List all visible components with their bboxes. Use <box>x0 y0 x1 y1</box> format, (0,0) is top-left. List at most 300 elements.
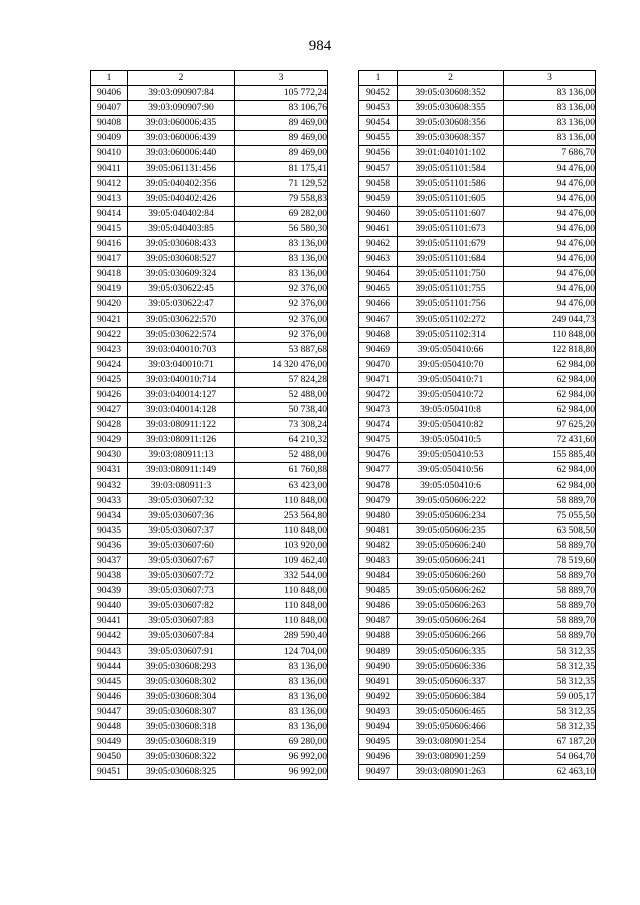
table-row <box>91 735 328 750</box>
table-row <box>359 463 596 478</box>
value-cell: 62 984,00 <box>504 372 596 387</box>
row-number-cell: 90430 <box>91 448 128 463</box>
value-cell: 83 136,00 <box>235 720 328 735</box>
table-row <box>359 720 596 735</box>
value-cell: 59 005,17 <box>504 689 596 704</box>
cadastral-number-cell: 39:05:051101:607 <box>398 206 504 221</box>
table-row <box>359 282 596 297</box>
cadastral-number-cell: 39:05:050606:222 <box>398 493 504 508</box>
table-row <box>359 538 596 553</box>
value-cell: 62 984,00 <box>504 403 596 418</box>
cadastral-number-cell: 39:05:050606:466 <box>398 720 504 735</box>
table-row <box>91 146 328 161</box>
table-row <box>359 86 596 101</box>
table-row <box>359 403 596 418</box>
value-cell: 53 887,68 <box>235 342 328 357</box>
row-number-cell: 90478 <box>359 478 398 493</box>
table-row <box>91 206 328 221</box>
value-cell: 94 476,00 <box>504 176 596 191</box>
cadastral-number-cell: 39:05:030622:570 <box>128 312 235 327</box>
cadastral-number-cell: 39:05:050606:240 <box>398 538 504 553</box>
row-number-cell: 90447 <box>91 704 128 719</box>
row-number-cell: 90476 <box>359 448 398 463</box>
row-number-cell: 90413 <box>91 191 128 206</box>
value-cell: 73 308,24 <box>235 418 328 433</box>
table-row <box>91 403 328 418</box>
value-cell: 75 055,50 <box>504 508 596 523</box>
value-cell: 103 920,00 <box>235 538 328 553</box>
value-cell: 83 136,00 <box>235 252 328 267</box>
cadastral-number-cell: 39:05:050606:241 <box>398 554 504 569</box>
cadastral-number-cell: 39:05:030607:67 <box>128 554 235 569</box>
table-row <box>359 599 596 614</box>
table-row <box>91 508 328 523</box>
cadastral-number-cell: 39:05:030607:91 <box>128 644 235 659</box>
value-cell: 71 129,52 <box>235 176 328 191</box>
table-row <box>91 463 328 478</box>
cadastral-number-cell: 39:05:030608:357 <box>398 131 504 146</box>
cadastral-number-cell: 39:05:030608:319 <box>128 735 235 750</box>
cadastral-number-cell: 39:05:050606:234 <box>398 508 504 523</box>
cadastral-number-cell: 39:05:050410:6 <box>398 478 504 493</box>
cadastral-number-cell: 39:03:040010:71 <box>128 357 235 372</box>
value-cell: 92 376,00 <box>235 327 328 342</box>
value-cell: 72 431,60 <box>504 433 596 448</box>
value-cell: 81 175,41 <box>235 161 328 176</box>
table-row <box>91 342 328 357</box>
row-number-cell: 90471 <box>359 372 398 387</box>
value-cell: 109 462,40 <box>235 554 328 569</box>
cadastral-number-cell: 39:05:040403:85 <box>128 221 235 236</box>
row-number-cell: 90492 <box>359 689 398 704</box>
cadastral-number-cell: 39:03:080911:122 <box>128 418 235 433</box>
row-number-cell: 90450 <box>91 750 128 765</box>
row-number-cell: 90432 <box>91 478 128 493</box>
value-cell: 69 280,00 <box>235 735 328 750</box>
row-number-cell: 90456 <box>359 146 398 161</box>
row-number-cell: 90480 <box>359 508 398 523</box>
cadastral-number-cell: 39:05:030608:318 <box>128 720 235 735</box>
value-cell: 94 476,00 <box>504 267 596 282</box>
cadastral-number-cell: 39:03:080901:259 <box>398 750 504 765</box>
table-row <box>91 765 328 780</box>
table-row <box>359 448 596 463</box>
cadastral-number-cell: 39:05:050606:262 <box>398 584 504 599</box>
value-cell: 58 889,70 <box>504 584 596 599</box>
cadastral-number-cell: 39:03:080911:149 <box>128 463 235 478</box>
row-number-cell: 90464 <box>359 267 398 282</box>
row-number-cell: 90455 <box>359 131 398 146</box>
cadastral-number-cell: 39:05:030608:355 <box>398 101 504 116</box>
cadastral-number-cell: 39:05:030608:433 <box>128 237 235 252</box>
table-header-row <box>91 71 328 86</box>
row-number-cell: 90445 <box>91 674 128 689</box>
cadastral-number-cell: 39:05:030609:324 <box>128 267 235 282</box>
cadastral-number-cell: 39:05:051102:314 <box>398 327 504 342</box>
table-row <box>91 418 328 433</box>
cadastral-number-cell: 39:03:090907:90 <box>128 101 235 116</box>
table-row <box>359 674 596 689</box>
cadastral-number-cell: 39:05:030607:72 <box>128 569 235 584</box>
table-row <box>91 554 328 569</box>
value-cell: 67 187,20 <box>504 735 596 750</box>
value-cell: 58 312,35 <box>504 704 596 719</box>
row-number-cell: 90493 <box>359 704 398 719</box>
table-row <box>91 116 328 131</box>
row-number-cell: 90494 <box>359 720 398 735</box>
value-cell: 62 984,00 <box>504 478 596 493</box>
value-cell: 110 848,00 <box>235 599 328 614</box>
row-number-cell: 90462 <box>359 237 398 252</box>
table-row <box>359 101 596 116</box>
row-number-cell: 90410 <box>91 146 128 161</box>
row-number-cell: 90451 <box>91 765 128 780</box>
cadastral-number-cell: 39:03:040014:127 <box>128 387 235 402</box>
table-row <box>359 131 596 146</box>
value-cell: 94 476,00 <box>504 221 596 236</box>
row-number-cell: 90497 <box>359 765 398 780</box>
row-number-cell: 90457 <box>359 161 398 176</box>
value-cell: 62 984,00 <box>504 387 596 402</box>
table-row <box>359 523 596 538</box>
table-row <box>359 176 596 191</box>
row-number-cell: 90489 <box>359 644 398 659</box>
value-cell: 58 889,70 <box>504 569 596 584</box>
row-number-cell: 90485 <box>359 584 398 599</box>
cadastral-number-cell: 39:05:051101:684 <box>398 252 504 267</box>
row-number-cell: 90487 <box>359 614 398 629</box>
table-row <box>359 735 596 750</box>
value-cell: 14 320 476,00 <box>235 357 328 372</box>
table-row <box>91 191 328 206</box>
table-row <box>91 176 328 191</box>
value-cell: 249 044,73 <box>504 312 596 327</box>
row-number-cell: 90463 <box>359 252 398 267</box>
row-number-cell: 90470 <box>359 357 398 372</box>
table-row <box>359 765 596 780</box>
cadastral-number-cell: 39:05:050410:70 <box>398 357 504 372</box>
value-cell: 58 889,70 <box>504 538 596 553</box>
value-cell: 89 469,00 <box>235 131 328 146</box>
value-cell: 83 136,00 <box>235 704 328 719</box>
table-row <box>91 86 328 101</box>
cadastral-number-cell: 39:05:030607:32 <box>128 493 235 508</box>
value-cell: 83 136,00 <box>504 86 596 101</box>
row-number-cell: 90483 <box>359 554 398 569</box>
row-number-cell: 90490 <box>359 659 398 674</box>
row-number-cell: 90435 <box>91 523 128 538</box>
column-header: 3 <box>235 71 328 86</box>
table-row <box>91 659 328 674</box>
row-number-cell: 90425 <box>91 372 128 387</box>
cadastral-number-cell: 39:03:040010:703 <box>128 342 235 357</box>
table-row <box>91 267 328 282</box>
cadastral-number-cell: 39:01:040101:102 <box>398 146 504 161</box>
cadastral-number-cell: 39:05:050606:260 <box>398 569 504 584</box>
row-number-cell: 90459 <box>359 191 398 206</box>
table-row <box>359 221 596 236</box>
value-cell: 58 312,35 <box>504 720 596 735</box>
value-cell: 78 519,60 <box>504 554 596 569</box>
table-row <box>359 659 596 674</box>
row-number-cell: 90440 <box>91 599 128 614</box>
cadastral-number-cell: 39:03:060006:439 <box>128 131 235 146</box>
row-number-cell: 90454 <box>359 116 398 131</box>
table-row <box>359 614 596 629</box>
table-row <box>359 387 596 402</box>
table-row <box>91 387 328 402</box>
row-number-cell: 90495 <box>359 735 398 750</box>
table-row <box>359 297 596 312</box>
value-cell: 94 476,00 <box>504 206 596 221</box>
row-number-cell: 90461 <box>359 221 398 236</box>
register-table-right <box>358 70 596 780</box>
table-row <box>359 312 596 327</box>
table-row <box>91 448 328 463</box>
cadastral-number-cell: 39:05:051101:679 <box>398 237 504 252</box>
row-number-cell: 90444 <box>91 659 128 674</box>
cadastral-number-cell: 39:05:050606:235 <box>398 523 504 538</box>
row-number-cell: 90416 <box>91 237 128 252</box>
row-number-cell: 90419 <box>91 282 128 297</box>
value-cell: 83 136,00 <box>235 267 328 282</box>
cadastral-number-cell: 39:05:051101:756 <box>398 297 504 312</box>
row-number-cell: 90420 <box>91 297 128 312</box>
row-number-cell: 90414 <box>91 206 128 221</box>
cadastral-number-cell: 39:05:030608:527 <box>128 252 235 267</box>
cadastral-number-cell: 39:05:030608:356 <box>398 116 504 131</box>
row-number-cell: 90406 <box>91 86 128 101</box>
table-row <box>359 418 596 433</box>
row-number-cell: 90465 <box>359 282 398 297</box>
cadastral-number-cell: 39:05:061131:456 <box>128 161 235 176</box>
cadastral-number-cell: 39:03:080901:263 <box>398 765 504 780</box>
value-cell: 155 885,40 <box>504 448 596 463</box>
row-number-cell: 90467 <box>359 312 398 327</box>
row-number-cell: 90409 <box>91 131 128 146</box>
table-row <box>91 372 328 387</box>
row-number-cell: 90474 <box>359 418 398 433</box>
value-cell: 52 488,00 <box>235 387 328 402</box>
row-number-cell: 90431 <box>91 463 128 478</box>
table-row <box>91 161 328 176</box>
row-number-cell: 90472 <box>359 387 398 402</box>
cadastral-number-cell: 39:05:050606:263 <box>398 599 504 614</box>
table-row <box>359 267 596 282</box>
value-cell: 83 136,00 <box>235 674 328 689</box>
cadastral-number-cell: 39:05:050410:82 <box>398 418 504 433</box>
cadastral-number-cell: 39:05:030607:84 <box>128 629 235 644</box>
table-row <box>91 644 328 659</box>
cadastral-number-cell: 39:05:050606:335 <box>398 644 504 659</box>
column-header: 2 <box>398 71 504 86</box>
value-cell: 58 889,70 <box>504 614 596 629</box>
row-number-cell: 90423 <box>91 342 128 357</box>
value-cell: 110 848,00 <box>235 614 328 629</box>
cadastral-number-cell: 39:05:051101:586 <box>398 176 504 191</box>
cadastral-number-cell: 39:05:030622:47 <box>128 297 235 312</box>
cadastral-number-cell: 39:03:080911:13 <box>128 448 235 463</box>
value-cell: 253 564,80 <box>235 508 328 523</box>
cadastral-number-cell: 39:05:030608:325 <box>128 765 235 780</box>
row-number-cell: 90468 <box>359 327 398 342</box>
table-row <box>91 538 328 553</box>
cadastral-number-cell: 39:05:050606:465 <box>398 704 504 719</box>
table-row <box>359 206 596 221</box>
table-row <box>359 569 596 584</box>
cadastral-number-cell: 39:05:051101:605 <box>398 191 504 206</box>
value-cell: 58 312,35 <box>504 644 596 659</box>
page-number: 984 <box>308 38 332 54</box>
value-cell: 56 580,30 <box>235 221 328 236</box>
table-row <box>91 221 328 236</box>
value-cell: 96 992,00 <box>235 765 328 780</box>
value-cell: 122 818,80 <box>504 342 596 357</box>
value-cell: 89 469,00 <box>235 116 328 131</box>
row-number-cell: 90475 <box>359 433 398 448</box>
row-number-cell: 90443 <box>91 644 128 659</box>
table-row <box>359 161 596 176</box>
row-number-cell: 90439 <box>91 584 128 599</box>
cadastral-number-cell: 39:05:030607:36 <box>128 508 235 523</box>
value-cell: 83 136,00 <box>504 101 596 116</box>
row-number-cell: 90438 <box>91 569 128 584</box>
cadastral-number-cell: 39:05:030608:293 <box>128 659 235 674</box>
cadastral-number-cell: 39:03:040010:714 <box>128 372 235 387</box>
value-cell: 57 824,28 <box>235 372 328 387</box>
value-cell: 105 772,24 <box>235 86 328 101</box>
row-number-cell: 90477 <box>359 463 398 478</box>
value-cell: 83 136,00 <box>235 237 328 252</box>
row-number-cell: 90442 <box>91 629 128 644</box>
table-row <box>359 146 596 161</box>
table-row <box>91 297 328 312</box>
row-number-cell: 90469 <box>359 342 398 357</box>
row-number-cell: 90417 <box>91 252 128 267</box>
value-cell: 83 136,00 <box>235 659 328 674</box>
table-row <box>91 478 328 493</box>
cadastral-number-cell: 39:03:080901:254 <box>398 735 504 750</box>
column-header: 3 <box>504 71 596 86</box>
cadastral-number-cell: 39:05:050410:5 <box>398 433 504 448</box>
row-number-cell: 90466 <box>359 297 398 312</box>
cadastral-number-cell: 39:05:030607:82 <box>128 599 235 614</box>
value-cell: 97 625,20 <box>504 418 596 433</box>
table-row <box>359 554 596 569</box>
cadastral-number-cell: 39:05:051101:755 <box>398 282 504 297</box>
row-number-cell: 90452 <box>359 86 398 101</box>
value-cell: 7 686,70 <box>504 146 596 161</box>
value-cell: 110 848,00 <box>235 523 328 538</box>
row-number-cell: 90437 <box>91 554 128 569</box>
table-row <box>91 493 328 508</box>
value-cell: 83 136,00 <box>504 131 596 146</box>
row-number-cell: 90408 <box>91 116 128 131</box>
cadastral-number-cell: 39:05:050410:53 <box>398 448 504 463</box>
table-row <box>359 433 596 448</box>
table-row <box>91 569 328 584</box>
cadastral-number-cell: 39:05:030608:302 <box>128 674 235 689</box>
column-header: 1 <box>359 71 398 86</box>
row-number-cell: 90436 <box>91 538 128 553</box>
table-row <box>359 493 596 508</box>
value-cell: 58 312,35 <box>504 674 596 689</box>
row-number-cell: 90424 <box>91 357 128 372</box>
row-number-cell: 90453 <box>359 101 398 116</box>
value-cell: 58 889,70 <box>504 629 596 644</box>
cadastral-number-cell: 39:05:050606:337 <box>398 674 504 689</box>
cadastral-number-cell: 39:05:051101:673 <box>398 221 504 236</box>
row-number-cell: 90446 <box>91 689 128 704</box>
value-cell: 110 848,00 <box>235 493 328 508</box>
table-row <box>359 478 596 493</box>
table-row <box>91 704 328 719</box>
cadastral-number-cell: 39:05:030607:37 <box>128 523 235 538</box>
table-row <box>91 599 328 614</box>
table-row <box>359 342 596 357</box>
table-row <box>359 629 596 644</box>
value-cell: 332 544,00 <box>235 569 328 584</box>
table-row <box>359 508 596 523</box>
value-cell: 83 106,76 <box>235 101 328 116</box>
value-cell: 94 476,00 <box>504 161 596 176</box>
table-row <box>91 523 328 538</box>
cadastral-number-cell: 39:03:080911:3 <box>128 478 235 493</box>
table-row <box>359 689 596 704</box>
register-table-left <box>90 70 328 780</box>
table-row <box>91 357 328 372</box>
cadastral-number-cell: 39:05:051102:272 <box>398 312 504 327</box>
value-cell: 62 984,00 <box>504 463 596 478</box>
cadastral-number-cell: 39:05:050410:72 <box>398 387 504 402</box>
value-cell: 94 476,00 <box>504 237 596 252</box>
table-row <box>359 252 596 267</box>
row-number-cell: 90448 <box>91 720 128 735</box>
cadastral-number-cell: 39:05:030608:307 <box>128 704 235 719</box>
cadastral-number-cell: 39:05:050606:336 <box>398 659 504 674</box>
value-cell: 92 376,00 <box>235 282 328 297</box>
cadastral-number-cell: 39:05:050606:384 <box>398 689 504 704</box>
row-number-cell: 90426 <box>91 387 128 402</box>
cadastral-number-cell: 39:05:050606:264 <box>398 614 504 629</box>
row-number-cell: 90418 <box>91 267 128 282</box>
table-row <box>359 372 596 387</box>
table-row <box>359 191 596 206</box>
table-row <box>91 312 328 327</box>
table-row <box>91 131 328 146</box>
value-cell: 63 423,00 <box>235 478 328 493</box>
value-cell: 83 136,00 <box>235 689 328 704</box>
row-number-cell: 90429 <box>91 433 128 448</box>
row-number-cell: 90458 <box>359 176 398 191</box>
cadastral-number-cell: 39:05:051101:750 <box>398 267 504 282</box>
table-row <box>359 116 596 131</box>
row-number-cell: 90482 <box>359 538 398 553</box>
table-row <box>91 237 328 252</box>
row-number-cell: 90441 <box>91 614 128 629</box>
cadastral-number-cell: 39:05:050410:71 <box>398 372 504 387</box>
value-cell: 94 476,00 <box>504 191 596 206</box>
table-row <box>91 433 328 448</box>
cadastral-number-cell: 39:05:040402:426 <box>128 191 235 206</box>
cadastral-number-cell: 39:05:030608:322 <box>128 750 235 765</box>
row-number-cell: 90484 <box>359 569 398 584</box>
column-header: 2 <box>128 71 235 86</box>
value-cell: 94 476,00 <box>504 282 596 297</box>
cadastral-number-cell: 39:05:030607:83 <box>128 614 235 629</box>
row-number-cell: 90473 <box>359 403 398 418</box>
row-number-cell: 90488 <box>359 629 398 644</box>
